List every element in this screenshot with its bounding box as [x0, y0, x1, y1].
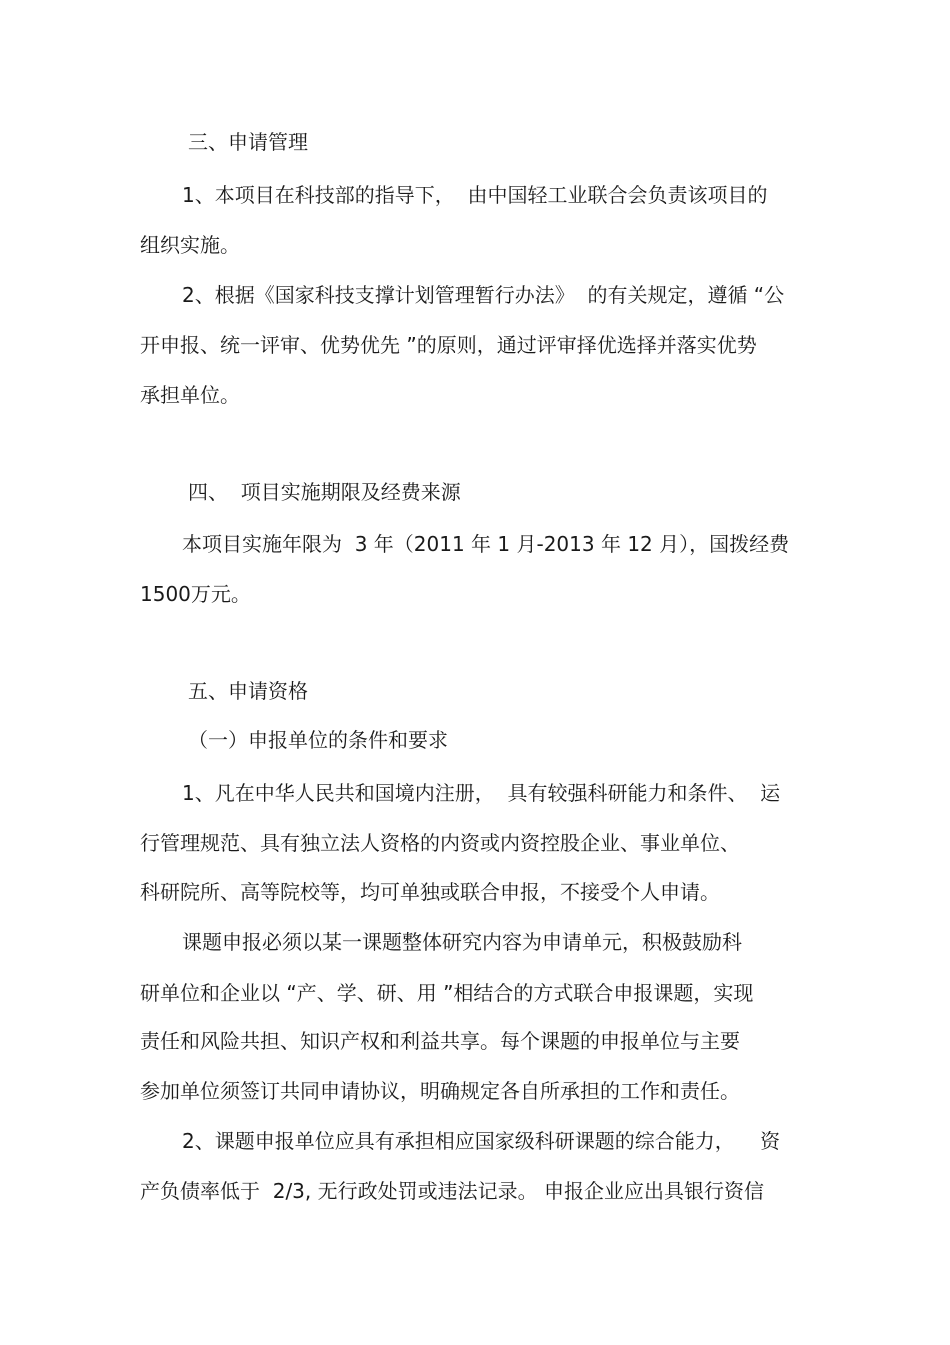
s5-p1-line2: 行管理规范、具有独立法人资格的内资或内资控股企业、事业单位、	[140, 831, 740, 855]
s3-p1-line1: 1、本项目在科技部的指导下， 由中国轻工业联合会负责该项目的	[182, 183, 768, 207]
s5-p1-line1: 1、凡在中华人民共和国境内注册， 具有较强科研能力和条件、 运	[182, 781, 781, 805]
s5-p2-line3: 责任和风险共担、知识产权和利益共享。每个课题的申报单位与主要	[140, 1029, 740, 1053]
s3-p2-line2: 开申报、统一评审、优势优先 ”的原则，通过评审择优选择并落实优势	[140, 333, 757, 357]
s3-p2-line3: 承担单位。	[140, 383, 240, 407]
s5-p3-line2: 产负债率低于 2/3, 无行政处罚或违法记录。 申报企业应出具银行资信	[140, 1179, 764, 1203]
s4-p1-line2: 1500万元。	[140, 582, 251, 606]
s4-p1-line1: 本项目实施年限为 3 年（2011 年 1 月-2013 年 12 月），国拨经费	[182, 532, 790, 556]
s5-subheading-1: （一）申报单位的条件和要求	[188, 728, 448, 752]
s5-p2-line1: 课题申报必须以某一课题整体研究内容为申请单元，积极鼓励科	[182, 930, 742, 954]
section-3-heading: 三、申请管理	[188, 130, 308, 154]
s5-p3-line1: 2、课题申报单位应具有承担相应国家级科研课题的综合能力， 资	[182, 1129, 781, 1153]
s3-p2-line1: 2、根据《国家科技支撑计划管理暂行办法》 的有关规定，遵循 “公	[182, 283, 785, 307]
section-5-heading: 五、申请资格	[188, 679, 308, 703]
s5-p2-line4: 参加单位须签订共同申请协议，明确规定各自所承担的工作和责任。	[140, 1079, 740, 1103]
s5-p1-line3: 科研院所、高等院校等，均可单独或联合申报，不接受个人申请。	[140, 880, 720, 904]
s3-p1-line2: 组织实施。	[140, 233, 240, 257]
section-4-heading: 四、 项目实施期限及经费来源	[188, 480, 461, 504]
s5-p2-line2: 研单位和企业以 “产、学、研、用 ”相结合的方式联合申报课题，实现	[140, 981, 754, 1005]
